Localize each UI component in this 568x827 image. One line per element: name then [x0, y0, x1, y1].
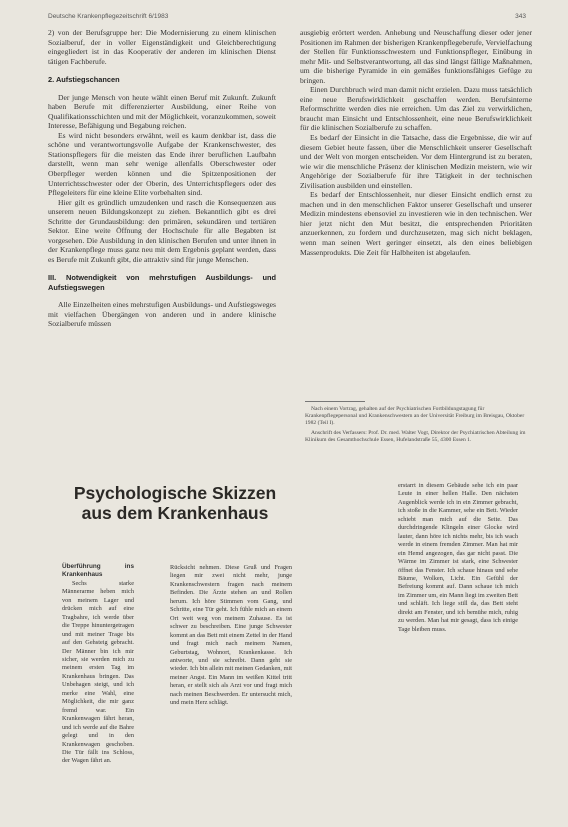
page-number: 343 — [515, 13, 526, 20]
right-paragraph-4: Es bedarf der Entschlossenheit, nur dieser Einsicht endlich ernst zu machen und in den menschlichen Faktor unserer Gesellschaft und unserer Medizin mindestens ebensoviel zu investieren wie in den technischen. Wer hier jetzt nicht den Mut besitzt, die entsprechenden Prioritäten anzuerkennen, zu fordern und durchzusetzen, mag sich nicht beklagen, wenn man seinen Wert geringer einsetzt, als den eines beliebigen Massenprodukts. Die Zeit für Halbheiten ist abgelaufen. — [300, 190, 532, 257]
article-column-2 — [170, 564, 292, 708]
article-title: Psychologische Skizzen aus dem Krankenhaus — [73, 483, 277, 523]
footnote-1: Nach einem Vortrag, gehalten auf der Psychiatrischen Fortbildungstagung für Krankenpflegepersonal und Krankenschwestern an der Universität Freiburg im Breisgau, Oktober 1982 (Teil I). — [305, 406, 525, 427]
section-2-paragraph-1: Der junge Mensch von heute wählt einen Beruf mit Zukunft. Zukunft haben Berufe mit differenzierter Ausbildung, einer Reihe von Qualifikationsschichten und mit der Möglichkeit, voranzukommen, soweit Interesse, Befähigung und Begabung reichen. — [48, 92, 276, 131]
upper-left-column — [48, 28, 276, 329]
intro-paragraph: 2) von der Berufsgruppe her: Die Modernisierung zu einem klinischen Sozialberuf, der in voller Eigenständigkeit und Gleichberechtigung eingegliedert ist in das Kooperativ der anderen im klinischen Dienst tätigen Fachberufe. — [48, 28, 276, 66]
section-3-heading: III. Notwendigkeit von mehrstufigen Ausbildungs- und Aufstiegswegen — [48, 273, 276, 292]
upper-right-column — [300, 28, 532, 257]
running-head-title: Deutsche Krankenpflegezeitschrift 6/1983 — [48, 13, 169, 20]
section-2-paragraph-2: Es wird nicht besonders erwähnt, weil es kaum denkbar ist, dass die schöne und verantwortungsvolle Aufgabe der Krankenschwester, des Stationspflegers für die meisten das Ende ihrer beruflichen Laufbahn darstellt, wenn man sehr wenige allenfalls Oberschwester oder Oberpfleger werden können und die Spitzenpositionen der Unterrichtsschwester oder der Oberin, des Unterrichtspflegers oder des Pflegeleiters für eine kleine Elite vorbehalten sind. — [48, 130, 276, 198]
section-3-paragraph: Alle Einzelheiten eines mehrstufigen Ausbildungs- und Aufstiegsweges mit vielfachen Übergängen von anderen und in andere klinische Sozialberufe müssen — [48, 300, 276, 329]
article-column-3 — [398, 482, 518, 634]
article-column-1 — [62, 563, 134, 766]
article-column-1-text: Sechs starke Männerarme heben mich von meinem Lager und drücken mich auf eine Tragbahre, ich werde über die Treppe hinuntergetragen und mit meiner Trage bis auf den Gehsteig gebracht. Der Männer bin ich mir sicher, sie werden mich zu meinem ersten Tag im Krankenhaus bringen. Das Unbehagen steigt, und ich merke eine Wahl, eine Möglichkeit, die mir ganz fremd war. Ein Krankenwagen fährt heran, und ich werde auf die Bahre gelegt und in den Krankenwagen geschoben. Die Tür fällt ins Schloss, der Wagen fährt an. — [62, 579, 134, 765]
article-subheading: Überführung ins Krankenhaus — [62, 563, 134, 579]
running-head — [48, 13, 526, 20]
section-2-heading: 2. Aufstiegschancen — [48, 75, 120, 85]
right-paragraph-1: ausgiebig erörtert werden. Anhebung und Neuschaffung dieser oder jener Positionen im Rahmen der bisherigen Krankenpflegeberufe, Vervielfachung der Stellen für Funktionsschwestern und Funktionspfleger, Einübung in mehr Mit- und Selbstverantwortung, all das sind längst fällige Maßnahmen, um die bisherige Pyramide in ein gemäßes funktionsfähiges Gefüge zu bringen. — [300, 28, 532, 85]
footnotes — [305, 406, 530, 447]
article-column-2-text: Rücksicht nehmen. Diese Gruß und Fragen liegen mir zwei nicht mehr, junge Krankenschwestern fragen nach meinem Befinden. Die Ärzte stehen an und Rollen herum. Ich höre Stimmen vom Gang, und Schritte, eine Tür geht. Ich fühle mich an einem Ort weit weg von meinem Zuhause. Es ist schwer zu beschreiben. Eine junge Schwester kommt an das Bett mit einem Zettel in der Hand und fragt mich nach meinem Namen, Geburtstag, Wohnort, Krankenkasse. Ich antworte, und sie schreibt. Dann geht sie wieder. Ich bin allein mit meinen Gedanken, mit meiner Angst. Ein Mann im weißen Kittel tritt heran, er stellt sich als Arzt vor und fragt mich nach meinen Beschwerden. Er untersucht mich, und mein Herz schlägt. — [170, 564, 292, 707]
article-column-3-text: erstarrt in diesem Gebäude sehe ich ein paar Leute in einer hellen Halle. Den nächsten Augenblick werde ich in ein Zimmer gebracht, ich stoße in die Kammer, sehe ein Bett. Wieder schiebt man mich auf die Seite. Das durchdringende Klingeln einer Glocke wird lauter, dann höre ich nichts mehr, bis ich wach werde in einem fremden Zimmer. Man hat mir ein Hemd angezogen, das gar nicht passt. Die Wärme im Zimmer ist stark, eine Schwester öffnet das Fenster. Ich schaue hinaus und sehe Bäume, Wolken, Licht. Ein Gefühl der Befreiung kommt auf. Dann schaue ich mich im Zimmer um, ein Mann liegt im zweiten Bett und schläft. Ich liege still da, das Bett steht direkt am Fenster, und ich bemühe mich, ruhig zu werden. Man hat mir gesagt, dass ich einige Tage bleiben muss. — [398, 482, 518, 633]
right-paragraph-3: Es bedarf der Einsicht in die Tatsache, dass die Ergebnisse, die wir auf diesem Gebiet heute fassen, über die Menschlichkeit unserer Gesellschaft und der Welt von morgen entscheiden. Vor dem Hintergrund ist zu beraten, wie wir die menschliche Präsenz der klinischen Medizin meistern, wie wir Angehörige der Sozialberufe für ihre Tätigkeit in der technischen Zivilisation ausbilden und einstellen. — [300, 133, 532, 190]
section-2-paragraph-3: Hier gilt es gründlich umzudenken und rasch die Konsequenzen aus unserem neuen Bildungskonzept zu ziehen. Bekanntlich gibt es drei Schritte der Grundausbildung: den primären, sekundären und tertiären Sektor. Eine weite Öffnung der Hochschule für alle Begabten ist vorgesehen. Die Ausbildung in den klinischen Berufen und unter ihnen in der Krankenpflege muss ganz neu mit dem Ergebnis geplant werden, dass es Berufe mit Zukunft gibt, die attraktiv sind für junge Menschen. — [48, 197, 276, 264]
footnote-rule — [305, 401, 365, 402]
footnote-2: Anschrift des Verfassers: Prof. Dr. med. Walter Vogt, Direktor der Psychiatrischen Abteilung im Klinikum des Gesamthochschule Essen, Hufelandstraße 55, 4300 Essen 1. — [305, 430, 526, 444]
right-paragraph-2: Einen Durchbruch wird man damit nicht erzielen. Dazu muss tatsächlich eine neue Berufswirklichkeit geschaffen werden. Berufsinterne Reformschritte werden dies nie erreichen. Um das Ziel zu verwirklichen, braucht man Einsicht und Entschlossenheit, eine neue Berufswirklichkeit für die klinischen Sozialberufe zu schaffen. — [300, 85, 532, 133]
